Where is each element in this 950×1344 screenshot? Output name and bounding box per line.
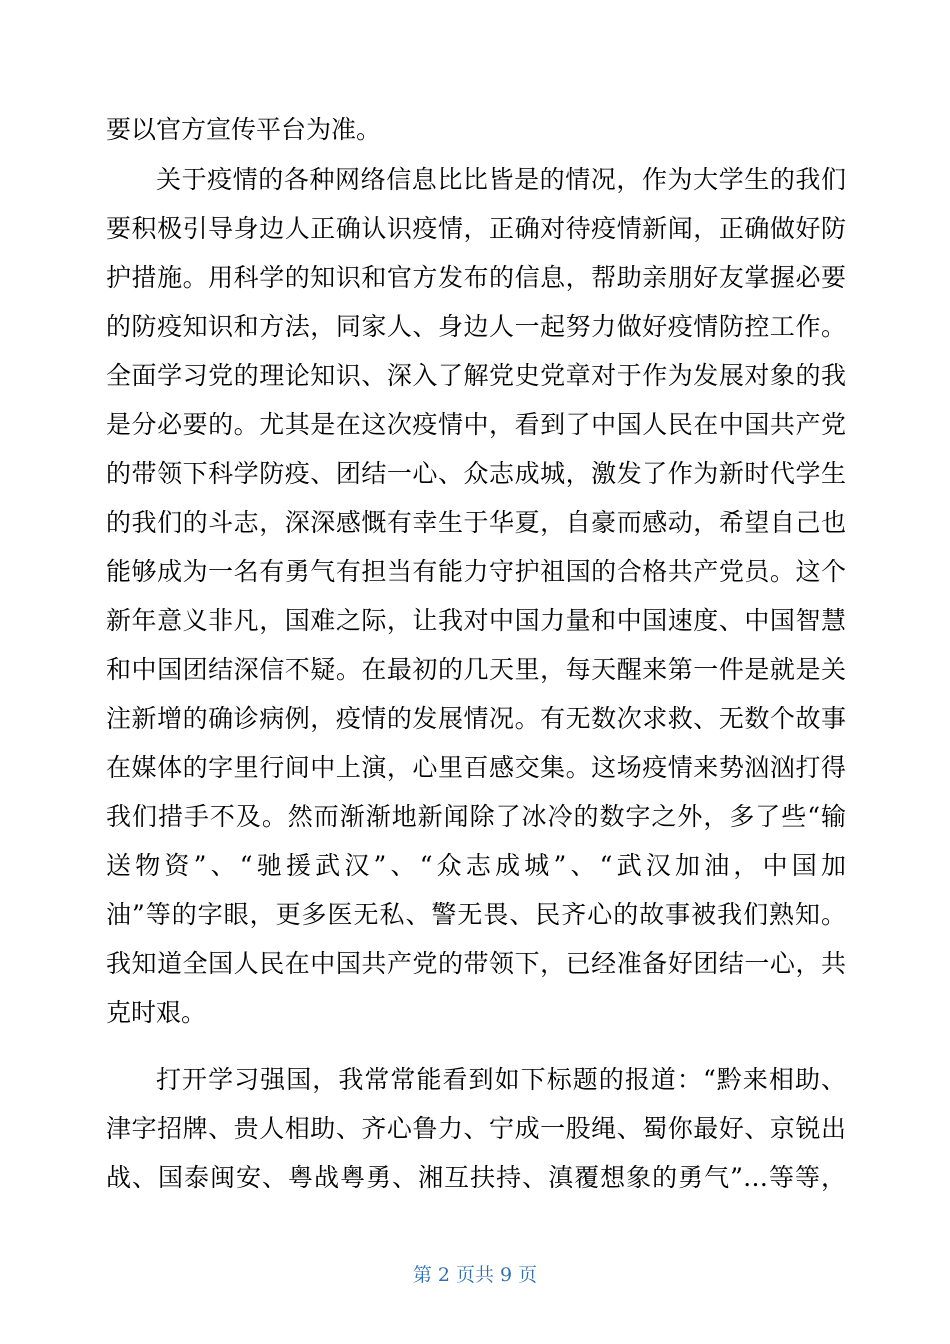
- text-line: 和中国团结深信不疑。在最初的几天里，每天醒来第一件是就是关: [106, 655, 846, 684]
- text-line: 我知道全国人民在中国共产党的带领下，已经准备好团结一心，共: [106, 949, 846, 978]
- text-line: 注新增的确诊病例，疫情的发展情况。有无数次求救、无数个故事: [106, 704, 846, 733]
- text-line: 全面学习党的理论知识、深入了解党史党章对于作为发展对象的我: [106, 361, 846, 390]
- text-line: 津字招牌、贵人相助、齐心鲁力、宁成一股绳、蜀你最好、京锐出: [106, 1114, 846, 1143]
- text-line: 的防疫知识和方法，同家人、身边人一起努力做好疫情防控工作。: [106, 312, 846, 341]
- paragraph-first-line: 关于疫情的各种网络信息比比皆是的情况，作为大学生的我们: [156, 165, 846, 194]
- text-line: 在媒体的字里行间中上演，心里百感交集。这场疫情来势汹汹打得: [106, 753, 846, 782]
- text-line: 我们措手不及。然而渐渐地新闻除了冰冷的数字之外，多了些“输: [106, 802, 846, 831]
- text-line: 新年意义非凡，国难之际，让我对中国力量和中国速度、中国智慧: [106, 606, 846, 635]
- page-number-footer: 第 2 页共 9 页: [412, 1264, 538, 1286]
- text-line: 是分必要的。尤其是在这次疫情中，看到了中国人民在中国共产党: [106, 410, 846, 439]
- text-line: 的带领下科学防疫、团结一心、众志成城，激发了作为新时代学生: [106, 459, 846, 488]
- text-line: 要积极引导身边人正确认识疫情，正确对待疫情新闻，正确做好防: [106, 214, 846, 243]
- text-line: 送物资”、“驰援武汉”、“众志成城”、“武汉加油，中国加: [106, 851, 846, 880]
- text-line: 能够成为一名有勇气有担当有能力守护祖国的合格共产党员。这个: [106, 557, 846, 586]
- text-line: 护措施。用科学的知识和官方发布的信息，帮助亲朋好友掌握必要: [106, 263, 846, 292]
- text-line: 克时艰。: [106, 998, 207, 1027]
- text-line: 的我们的斗志，深深感慨有幸生于华夏，自豪而感动，希望自己也: [106, 508, 846, 537]
- text-line: 要以官方宣传平台为准。: [106, 115, 382, 144]
- paragraph-first-line: 打开学习强国，我常常能看到如下标题的报道：“黔来相助、: [156, 1065, 846, 1094]
- text-line: 油”等的字眼，更多医无私、警无畏、民齐心的故事被我们熟知。: [106, 900, 846, 929]
- text-line: 战、国泰闽安、粤战粤勇、湘互扶持、滇覆想象的勇气”…等等，: [106, 1163, 846, 1192]
